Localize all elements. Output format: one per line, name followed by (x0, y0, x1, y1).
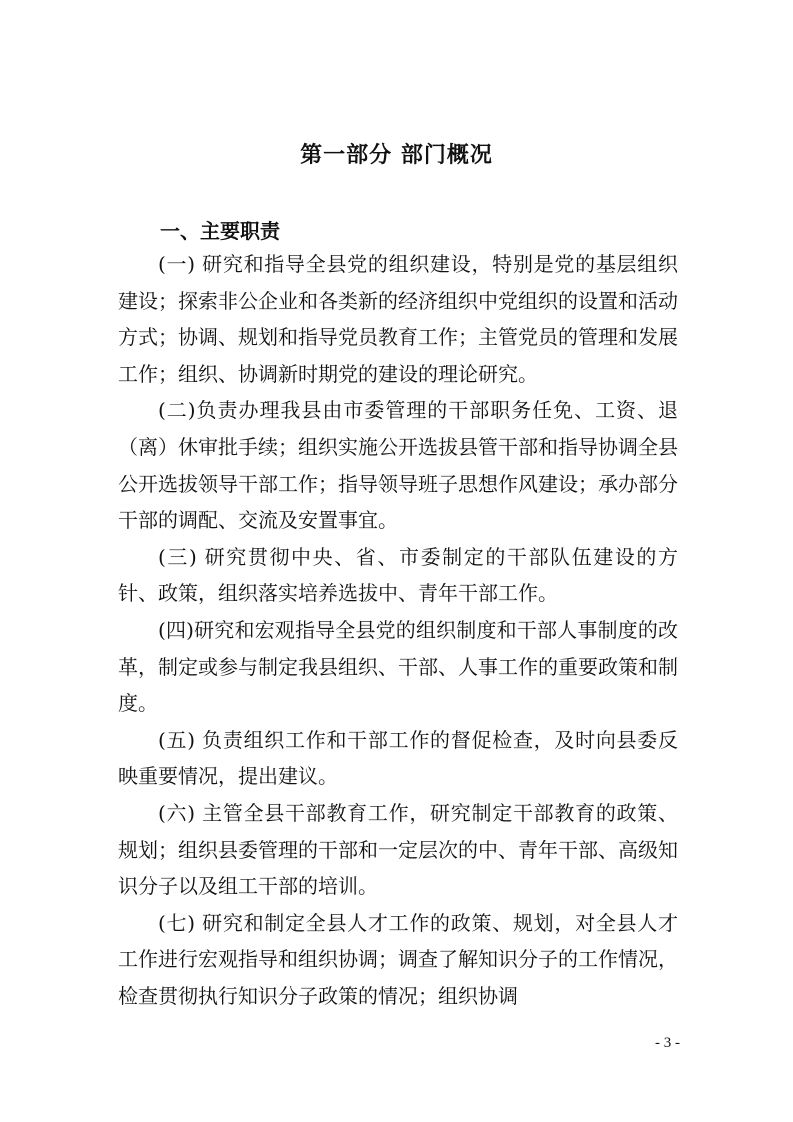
page-title: 第一部分 部门概况 (300, 143, 493, 168)
paragraph-3: (三) 研究贯彻中央、省、市委制定的干部队伍建设的方针、政策，组织落实培养选拔中、青年干部工作。 (118, 544, 678, 606)
paragraph-7: (七) 研究和制定全县人才工作的政策、规划，对全县人才工作进行宏观指导和组织协调；调查了解知识分子的工作情况，检查贯彻执行知识分子政策的情况；组织协调 (118, 910, 678, 1008)
paragraph-6: (六) 主管全县干部教育工作，研究制定干部教育的政策、规划；组织县委管理的干部和一定层次的中、青年干部、高级知识分子以及组工干部的培训。 (118, 800, 678, 899)
paragraph-4: (四)研究和宏观指导全县党的组织制度和干部人事制度的改革，制定或参与制定我县组织、干部、人事工作的重要政策和制度。 (118, 617, 678, 716)
page-number: - 3 - (655, 1035, 680, 1051)
paragraph-1: (一) 研究和指导全县党的组织建设，特别是党的基层组织建设；探索非公企业和各类新的经济组织中党组织的设置和活动方式；协调、规划和指导党员教育工作；主管党员的管理和发展工作；组织、协调新时期党的建设的理论研究。 (118, 252, 678, 386)
section-heading: 一、主要职责 (160, 219, 280, 243)
paragraph-2: (二)负责办理我县由市委管理的干部职务任免、工资、退（离）休审批手续；组织实施公开选拔县管干部和指导协调全县公开选拔领导干部工作；指导领导班子思想作风建设；承办部分干部的调配、交流及安置事宜。 (118, 398, 678, 533)
body-text (118, 246, 678, 1014)
paragraph-5: (五) 负责组织工作和干部工作的督促检查，及时向县委反映重要情况，提出建议。 (118, 727, 678, 789)
